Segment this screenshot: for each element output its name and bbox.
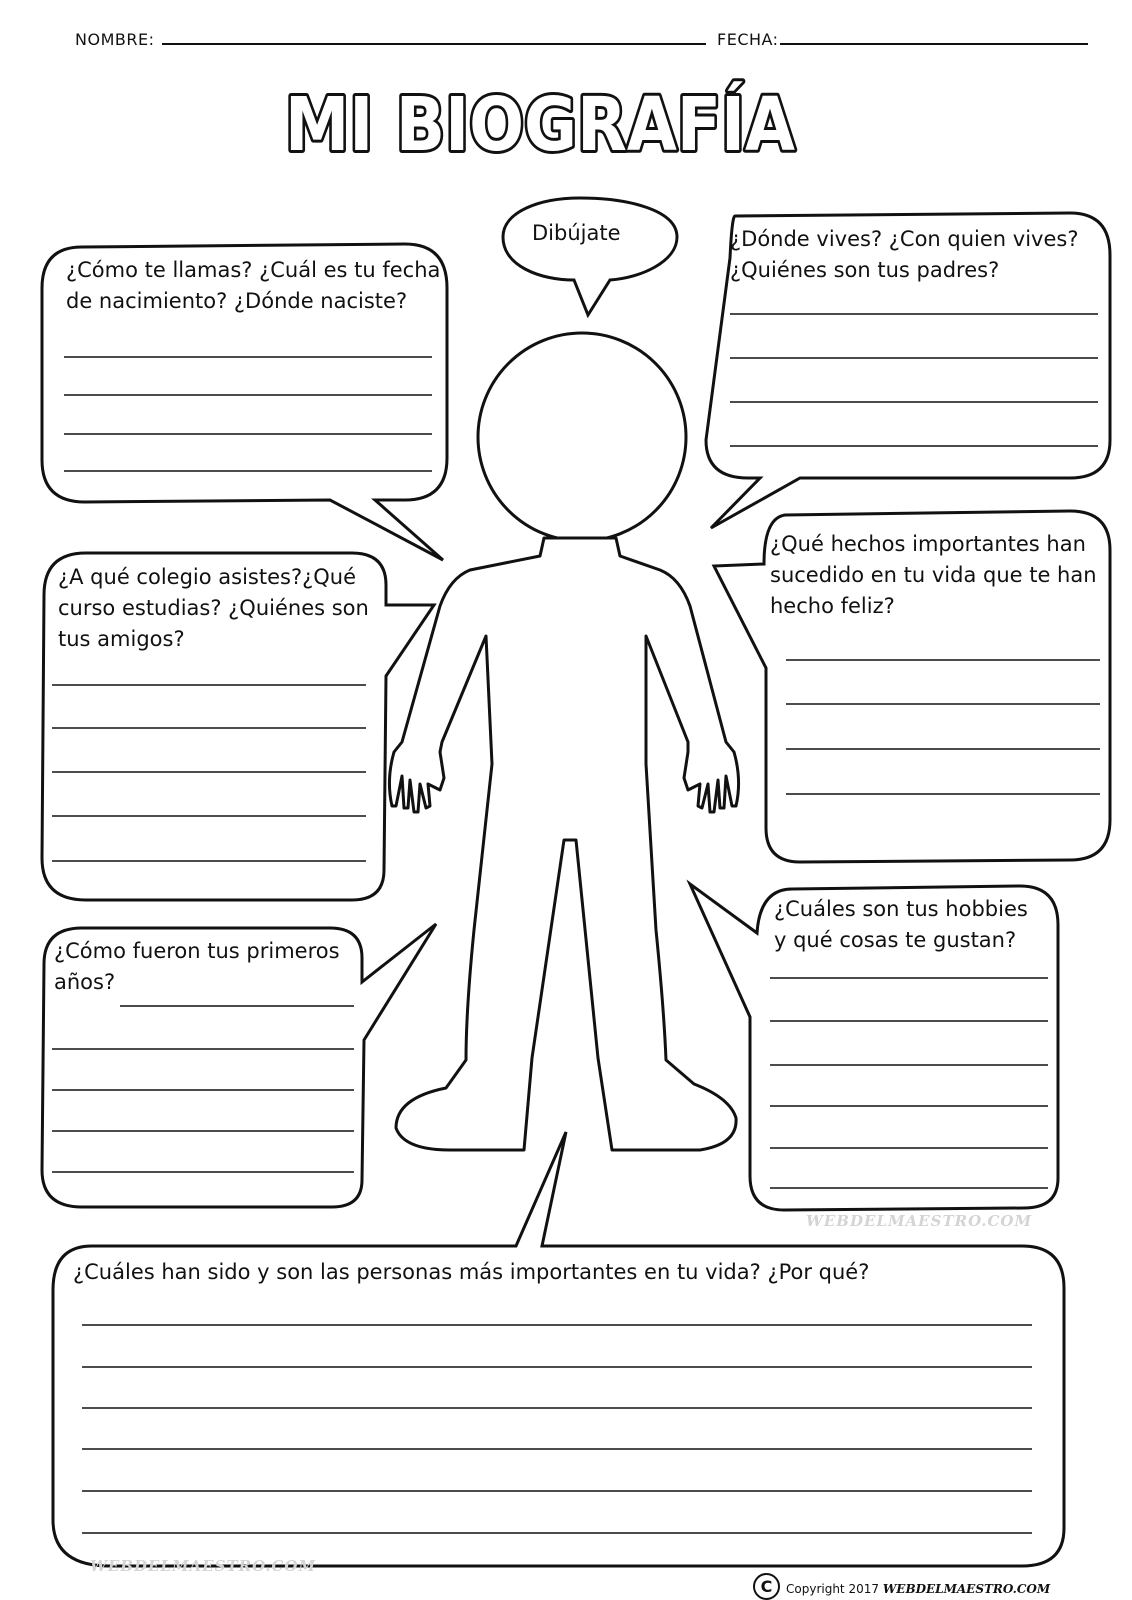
happy-events-question-line: ¿Qué hechos importantes han: [770, 532, 1086, 556]
copyright-icon: C: [753, 1573, 780, 1600]
school-question-line: tus amigos?: [58, 627, 185, 651]
date-label: FECHA:: [717, 30, 779, 49]
identity-question-line: ¿Cómo te llamas? ¿Cuál es tu fecha: [66, 258, 441, 282]
school-question-line: ¿A qué colegio asistes?¿Qué: [58, 565, 356, 589]
happy-events-question-line: sucedido en tu vida que te han: [770, 563, 1097, 587]
name-label: NOMBRE:: [75, 30, 155, 49]
draw-yourself-bubble: [503, 198, 677, 315]
early-years-question-line: ¿Cómo fueron tus primeros: [54, 939, 340, 963]
page-title: MI BIOGRAFÍA: [285, 82, 870, 168]
early-years-question-line: años?: [54, 970, 116, 994]
home-question-line: ¿Dónde vives? ¿Con quien vives?: [730, 227, 1079, 251]
hobbies-question-line: y qué cosas te gustan?: [774, 928, 1017, 952]
home-question-line: ¿Quiénes son tus padres?: [730, 258, 1000, 282]
school-question-line: curso estudias? ¿Quiénes son: [58, 596, 369, 620]
identity-question-line: de nacimiento? ¿Dónde naciste?: [66, 289, 408, 313]
happy-events-question-line: hecho feliz?: [770, 594, 895, 618]
footer-site: WEBDELMAESTRO.COM: [882, 1582, 1051, 1596]
important-people-question-line: ¿Cuáles han sido y son las personas más importantes en tu vida? ¿Por qué?: [73, 1260, 870, 1284]
hobbies-question-line: ¿Cuáles son tus hobbies: [774, 897, 1028, 921]
watermark: WEBDELMAESTRO.COM: [806, 1212, 1033, 1230]
copyright-year: Copyright 2017: [786, 1582, 879, 1596]
watermark: WEBDELMAESTRO.COM: [90, 1557, 317, 1575]
draw-yourself-label: Dibújate: [532, 221, 621, 245]
copyright-text: [786, 1582, 1050, 1596]
